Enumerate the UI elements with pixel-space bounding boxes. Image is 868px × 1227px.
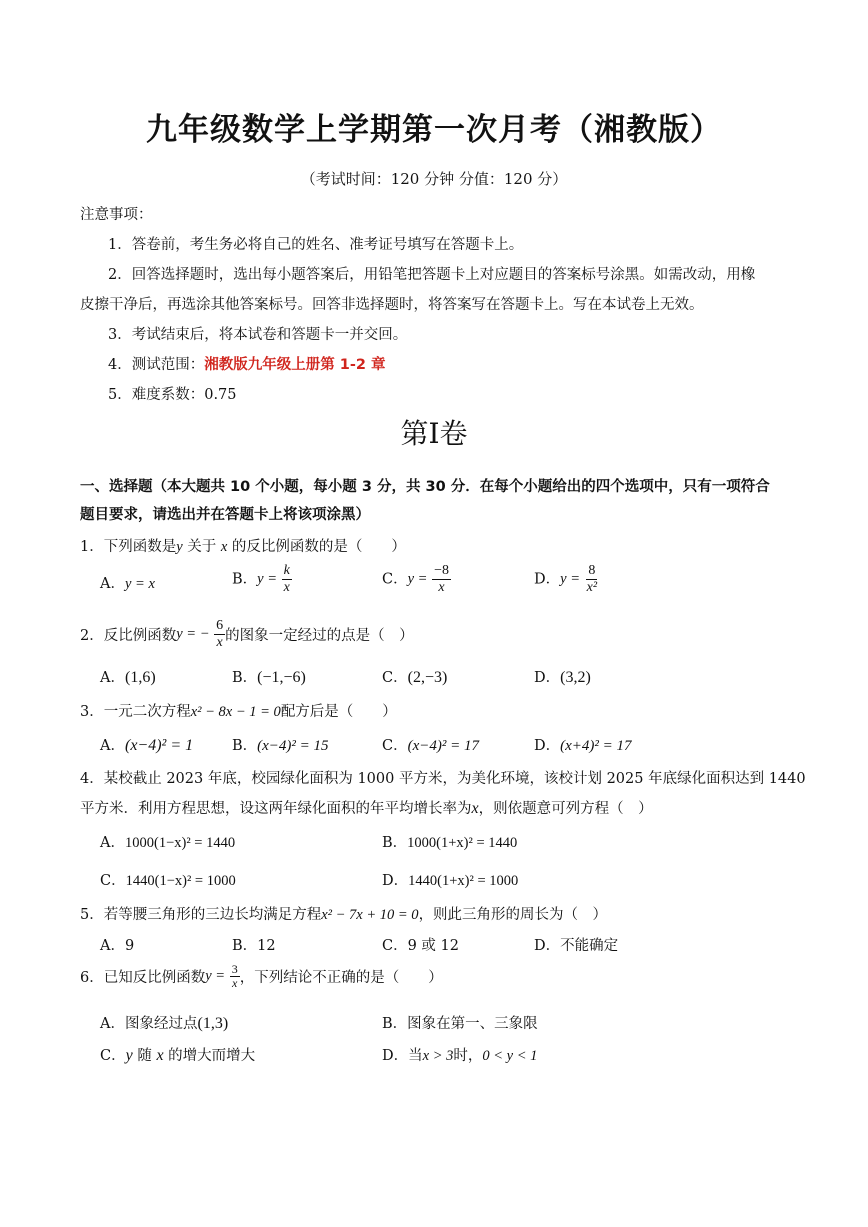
question-5-option-c: C．9 或 12 [382,938,459,954]
question-6-option-a: A．图象经过点(1,3) [100,1015,229,1032]
section-title: 第I卷 [400,417,468,450]
part1-heading-line1: 一、选择题（本大题共 10 个小题，每小题 3 分，共 30 分．在每个小题给出的四个选项中，只有一项符合 [80,479,770,495]
question-5-option-a: A．9 [100,938,135,954]
question-4-option-b: B．1000(1+x)² = 1440 [382,835,518,851]
question-2-stem: 2．反比例函数y = − $\frac{6}{x}$ 的图象一定经过的点是（ ） [80,618,414,650]
question-5-stem: 5．若等腰三角形的三边长均满足方程x² − 7x + 10 = 0，则此三角形的周长为（ ） [80,907,608,923]
question-4-option-a: A．1000(1−x)² = 1440 [100,835,236,851]
notice-item-2: 2．回答选择题时，选出每小题答案后，用铅笔把答题卡上对应题目的答案标号涂黑。如需改动，用橡 [108,267,756,283]
notice-item-3: 3．考试结束后，将本试卷和答题卡一并交回。 [108,327,408,343]
part1-heading-line2: 题目要求，请选出并在答题卡上将该项涂黑） [80,507,370,523]
question-1-stem: 1．下列函数是y 关于 x 的反比例函数的是（ ） [80,539,406,555]
question-1-option-b: B．y = $\frac{k}{x}$ [232,563,290,595]
question-4-option-c: C．1440(1−x)² = 1000 [100,873,236,889]
notice-heading: 注意事项： [80,207,153,223]
question-4-option-d: D．1440(1+x)² = 1000 [382,873,519,889]
question-3-option-d: D．(x+4)² = 17 [534,738,632,754]
page-title: 九年级数学上学期第一次月考（湘教版） [146,112,722,148]
question-3-option-b: B．(x−4)² = 15 [232,738,329,754]
question-4-line1: 4．某校截止 2023 年底，校园绿化面积为 1000 平方米，为美化环境，该校计划 2025 年底绿化面积达到 1440 [80,771,806,787]
question-6-option-b: B．图象在第一、三象限 [382,1016,538,1032]
question-2-option-c: C．(2,−3) [382,669,448,686]
test-range: 湘教版九年级上册第 1-2 章 [204,357,386,373]
question-3-option-c: C．(x−4)² = 17 [382,738,479,754]
question-6-option-d: D．当x > 3时，0 < y < 1 [382,1048,538,1064]
notice-item-5: 5．难度系数：0.75 [108,387,237,403]
question-2-option-a: A．(1,6) [100,669,156,686]
notice-item-4: 4．测试范围：湘教版九年级上册第 1-2 章 [108,357,386,373]
question-1-option-d: D．y = $\frac{8}{\text{x²}}$ [534,563,598,595]
notice-item-2-cont: 皮擦干净后，再选涂其他答案标号。回答非选择题时，将答案写在答题卡上。写在本试卷上无效。 [80,297,704,313]
question-1-option-c: C．y = $\frac{-8}{x}$ [382,563,449,595]
question-2-option-b: B．(−1,−6) [232,669,306,686]
notice-item-1: 1．答卷前，考生务必将自己的姓名、准考证号填写在答题卡上。 [108,237,524,253]
question-6-stem: 6．已知反比例函数y = $\frac{3}{x}$ ，下列结论不正确的是（ ） [80,962,443,990]
question-3-stem: 3．一元二次方程x² − 8x − 1 = 0配方后是（ ） [80,704,397,720]
question-5-option-d: D．不能确定 [534,938,619,954]
question-4-line2: 平方米．利用方程思想，设这两年绿化面积的年平均增长率为x，则依题意可列方程（ ） [80,800,653,817]
question-2-option-d: D．(3,2) [534,669,591,686]
exam-info: （考试时间：120 分钟 分值：120 分） [300,170,568,188]
question-5-option-b: B．12 [232,938,276,954]
question-3-option-a: A．(x−4)² = 1 [100,737,194,754]
question-6-option-c: C．y 随 x 的增大而增大 [100,1047,256,1064]
question-1-option-a: A．y = x [100,576,155,592]
